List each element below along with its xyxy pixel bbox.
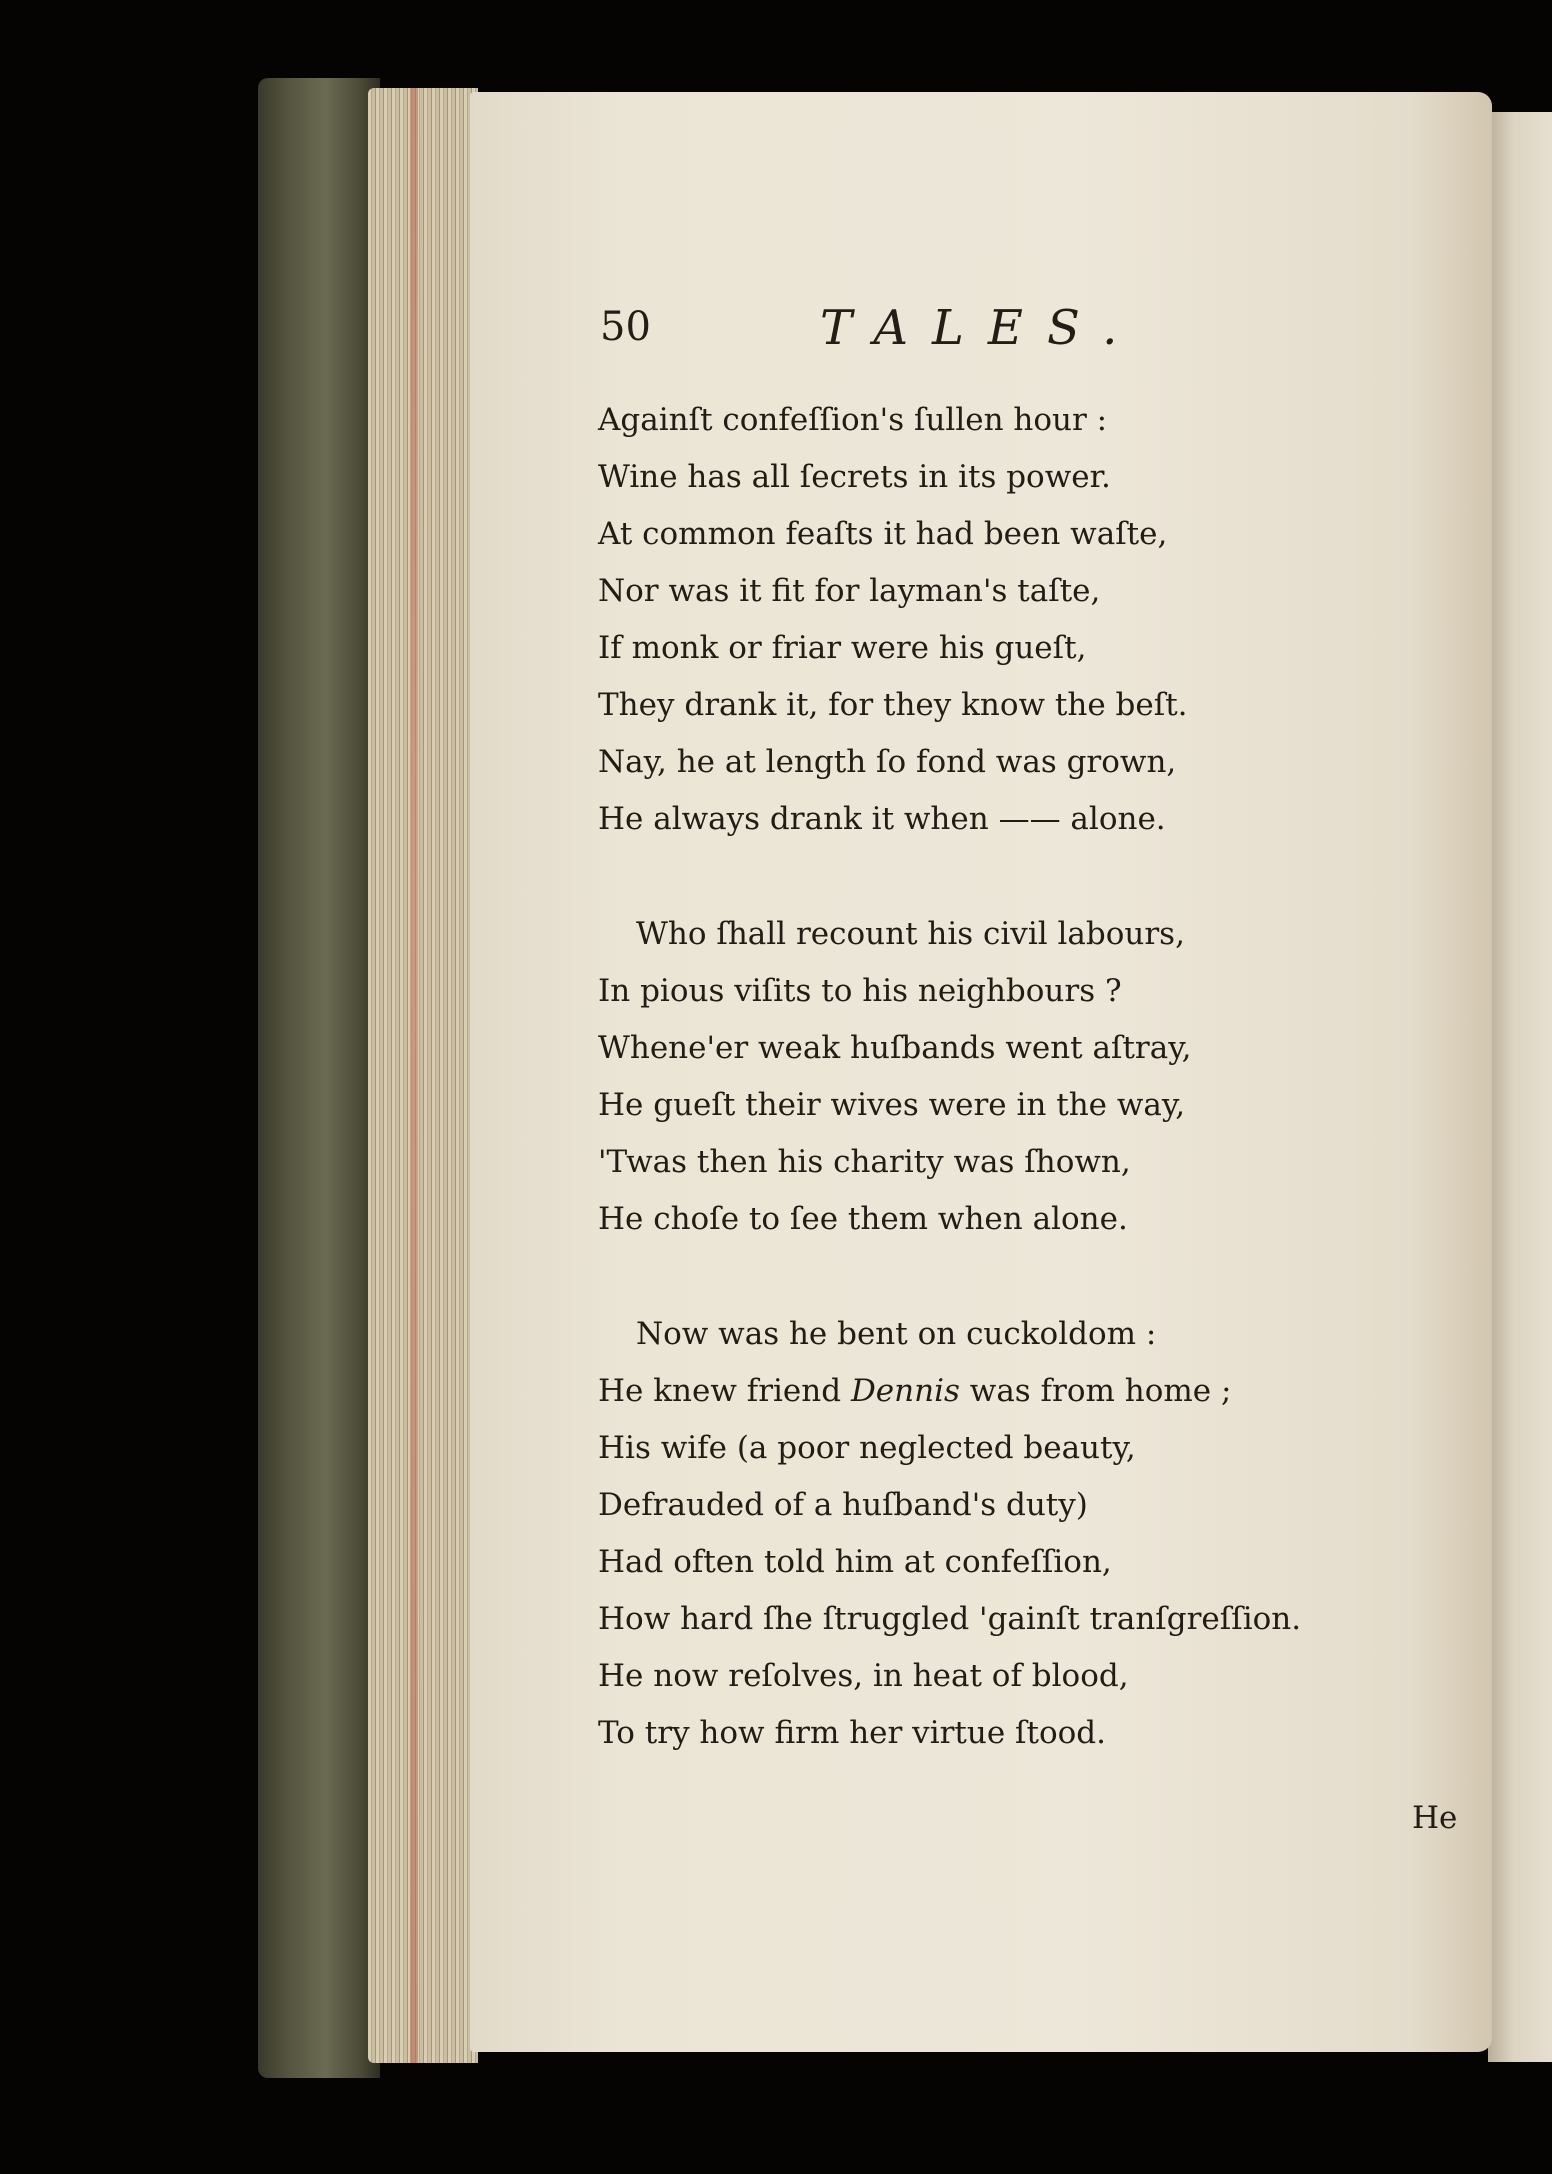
- page-number: 50: [600, 304, 651, 350]
- poem-line: Nor was it fit for layman's taſte,: [598, 573, 1101, 609]
- poem-line: 'Twas then his charity was ſhown,: [598, 1144, 1131, 1180]
- page-stack-edge: [368, 88, 478, 2063]
- poem-line: Now was he bent on cuckoldom :: [636, 1316, 1157, 1352]
- poem-line: Had often told him at confeſſion,: [598, 1544, 1112, 1580]
- poem-line: To try how firm her virtue ſtood.: [598, 1715, 1107, 1751]
- running-head: TALES.: [820, 300, 1142, 356]
- poem-line: His wife (a poor neglected beauty,: [598, 1430, 1136, 1466]
- poem-line: How hard ſhe ſtruggled 'gainſt tranſgreſſion.: [598, 1601, 1302, 1637]
- stanza-3: [598, 1306, 1302, 1762]
- name-dennis: Dennis: [850, 1373, 960, 1409]
- red-page-edge: [410, 88, 418, 2063]
- poem-line: Whene'er weak huſbands went aſtray,: [598, 1030, 1192, 1066]
- book-cover-board: [258, 78, 380, 2078]
- poem-line: Nay, he at length ſo fond was grown,: [598, 744, 1177, 780]
- stanza-2: [598, 906, 1298, 1248]
- poem-line: Againſt confeſſion's ſullen hour :: [598, 402, 1108, 438]
- poem-line: Defrauded of a huſband's duty): [598, 1487, 1088, 1523]
- poem-line: They drank it, for they know the beſt.: [598, 687, 1188, 723]
- poem-line: He always drank it when —— alone.: [598, 801, 1166, 837]
- poem-line: In pious viſits to his neighbours ?: [598, 973, 1122, 1009]
- poem-text: [598, 392, 1302, 1820]
- poem-line: At common feaſts it had been waſte,: [598, 516, 1168, 552]
- poem-line-end: was from home ;: [969, 1373, 1232, 1409]
- poem-line: He choſe to ſee them when alone.: [598, 1201, 1128, 1237]
- page-header: [600, 300, 1240, 374]
- poem-line: Wine has all ſecrets in its power.: [598, 459, 1111, 495]
- poem-line-start: He knew friend: [598, 1373, 842, 1409]
- poem-line: He gueſt their wives were in the way,: [598, 1087, 1186, 1123]
- catchword: He: [1412, 1800, 1458, 1836]
- poem-line: Who ſhall recount his civil labours,: [636, 916, 1185, 952]
- poem-line: [598, 1363, 1298, 1420]
- poem-line: He now reſolves, in heat of blood,: [598, 1658, 1129, 1694]
- stanza-1: [598, 392, 1298, 848]
- facing-page-edge: [1488, 112, 1552, 2062]
- poem-line: If monk or friar were his gueſt,: [598, 630, 1087, 666]
